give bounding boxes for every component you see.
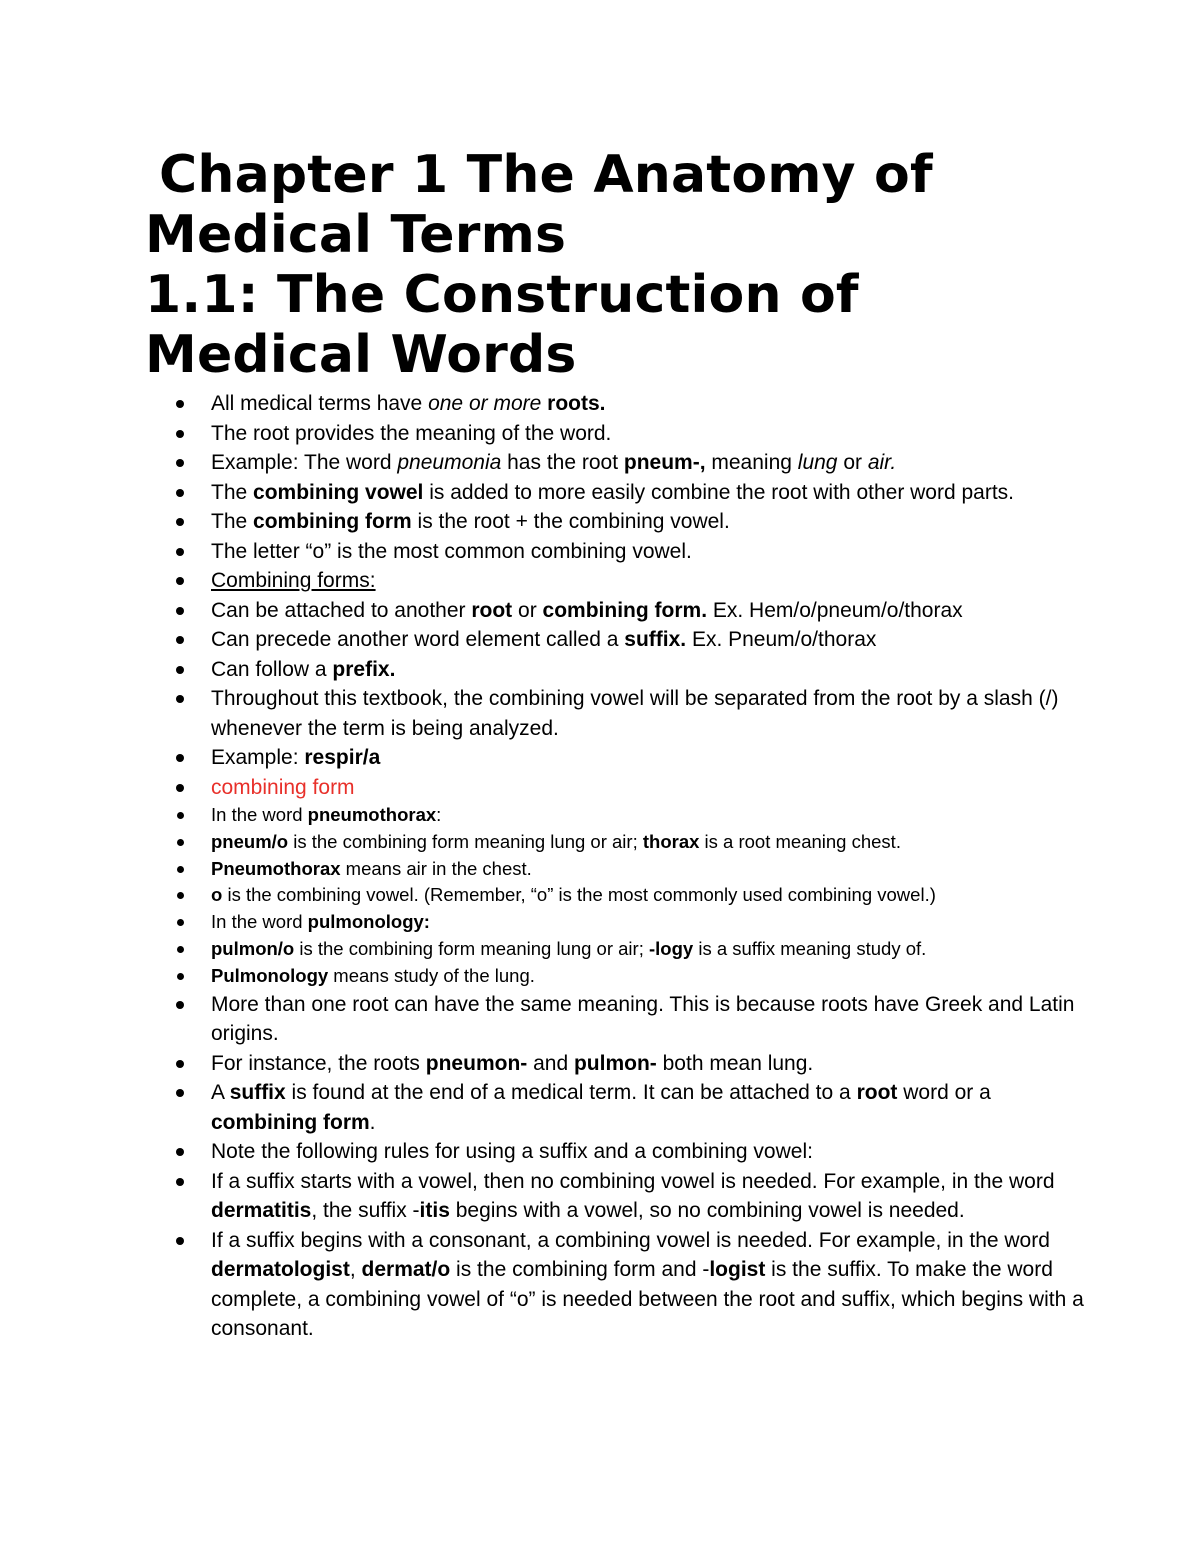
- list-item-text: both mean lung.: [656, 1051, 814, 1075]
- list-item: [145, 1137, 1085, 1167]
- list-item-text: Can be attached to another: [211, 598, 472, 622]
- list-item-text: Can precede another word element called a: [211, 628, 625, 651]
- list-item-text: o: [211, 884, 223, 906]
- list-item-text: If a suffix starts with a vowel, then no combining vowel is needed. For example, in the word: [211, 1169, 1055, 1193]
- list-item: [145, 478, 1085, 508]
- list-item-text: prefix.: [332, 657, 396, 681]
- list-item-text: Note the following rules for using a suffix and a combining vowel:: [211, 1140, 813, 1164]
- list-item: [145, 743, 1085, 773]
- list-item-text: begins with a vowel, so no combining vowel is needed.: [449, 1199, 965, 1223]
- list-item-text: ,: [349, 1258, 362, 1282]
- list-item-text: itis: [419, 1199, 450, 1223]
- list-item-text: suffix.: [624, 628, 687, 651]
- list-item-text: pulmon/o: [211, 937, 295, 959]
- list-item-text: Throughout this textbook, the combining vowel will be separated from the root by a slash (/) whenever the term is being analyzed.: [211, 687, 1059, 740]
- list-item-text: combining form: [211, 775, 355, 799]
- list-item-text: dermat/o: [361, 1258, 451, 1282]
- list-item-text: suffix: [229, 1081, 286, 1105]
- list-item-text: air.: [867, 451, 897, 474]
- list-item: [145, 507, 1085, 537]
- list-item-text: All medical terms have: [211, 392, 429, 415]
- list-item-text: A: [211, 1081, 230, 1105]
- list-item-text: one or more: [428, 392, 542, 415]
- list-item-text: is the combining form meaning lung or air;: [288, 830, 643, 852]
- list-item-text: More than one root can have the same meaning. This is because roots have Greek and Latin origins.: [211, 992, 1075, 1046]
- list-item: [145, 936, 1085, 963]
- list-item-text: The: [211, 480, 254, 504]
- section-title: [145, 265, 1085, 385]
- list-item-text: Ex. Pneum/o/thorax: [686, 628, 877, 651]
- list-item-text: , the suffix -: [311, 1199, 420, 1223]
- list-item-text: For instance, the roots: [211, 1051, 426, 1075]
- list-item-text: combining form.: [542, 598, 708, 622]
- list-item: [145, 625, 1085, 655]
- list-item: [145, 419, 1085, 449]
- list-item: [145, 802, 1085, 829]
- list-item: [145, 1078, 1085, 1137]
- list-item-text: pulmon-: [573, 1051, 657, 1075]
- list-item-text: is the combining vowel. (Remember, “o” is the most commonly used combining vowel.): [222, 884, 936, 906]
- list-item-text: pneum-,: [623, 451, 706, 474]
- list-item-text: is found at the end of a medical term. It can be attached to a: [285, 1081, 857, 1105]
- list-item: [145, 882, 1085, 909]
- list-item: [145, 909, 1085, 936]
- list-item-text: lung: [797, 451, 838, 474]
- list-item: [145, 448, 1085, 478]
- chapter-title-line2: Medical Terms: [145, 205, 567, 265]
- list-item-text: dermatitis: [211, 1199, 312, 1223]
- list-item-text: combining form: [253, 510, 412, 533]
- section-title-line2: Medical Words: [145, 325, 577, 385]
- list-item-text: Pulmonology: [211, 964, 329, 986]
- list-item: [145, 856, 1085, 883]
- list-item-text: combining vowel: [253, 480, 424, 504]
- document-page: [145, 145, 1085, 1344]
- list-item-text: combining form: [211, 1110, 370, 1134]
- list-item-text: has the root: [501, 451, 624, 474]
- list-item-text: pneumon-: [425, 1051, 528, 1075]
- list-item: [145, 990, 1085, 1049]
- list-item-text: respir/a: [304, 746, 381, 769]
- list-item: [145, 773, 1085, 803]
- list-item: [145, 566, 1085, 596]
- list-item: [145, 1049, 1085, 1079]
- list-item-text: is the combining form and -: [450, 1258, 710, 1282]
- section-title-line1: 1.1: The Construction of: [145, 265, 859, 325]
- list-item-text: pneumothorax: [307, 804, 437, 825]
- list-item-text: In the word: [211, 911, 308, 933]
- list-item: [145, 389, 1085, 419]
- list-item-text: pneum/o: [211, 830, 289, 852]
- list-item-text: or: [512, 598, 543, 622]
- list-item-text: If a suffix begins with a consonant, a combining vowel is needed. For example, in the word: [211, 1228, 1050, 1252]
- list-item-text: Can follow a: [211, 657, 333, 681]
- list-item-text: is a suffix meaning study of.: [693, 937, 927, 959]
- list-item: [145, 655, 1085, 685]
- list-item-text: is added to more easily combine the root with other word parts.: [423, 480, 1015, 504]
- list-item-text: roots.: [547, 392, 606, 415]
- list-item-text: and: [527, 1051, 574, 1075]
- list-item-text: logist: [709, 1258, 766, 1282]
- list-item-text: .: [369, 1110, 376, 1134]
- list-item-text: :: [436, 804, 442, 825]
- list-item: [145, 596, 1085, 626]
- list-item-text: Pneumothorax: [211, 857, 341, 879]
- list-item-text: pulmonology:: [307, 911, 430, 933]
- list-item-text: is a root meaning chest.: [699, 830, 901, 852]
- list-item-text: The letter “o” is the most common combining vowel.: [211, 539, 692, 563]
- list-item-text: The: [211, 510, 254, 533]
- list-item-text: root: [471, 598, 513, 622]
- list-item-text: means air in the chest.: [340, 857, 532, 879]
- list-item-text: root: [856, 1081, 898, 1105]
- list-item-text: The root provides the meaning of the word.: [211, 421, 612, 445]
- list-item: [145, 829, 1085, 856]
- list-item: [145, 963, 1085, 990]
- list-item-text: word or a: [897, 1081, 991, 1105]
- chapter-title: [145, 145, 1085, 265]
- list-item-text: meaning: [705, 451, 798, 474]
- list-item-text: pneumonia: [397, 451, 502, 474]
- list-item-text: -logy: [649, 937, 694, 959]
- list-item-text: means study of the lung.: [328, 964, 535, 986]
- list-item: [145, 1226, 1085, 1344]
- list-item-text: In the word: [211, 804, 308, 825]
- list-item: [145, 684, 1085, 743]
- list-item-text: thorax: [642, 830, 700, 852]
- list-item-text: is the combining form meaning lung or air;: [294, 937, 649, 959]
- list-item-text: is the suffix. To make the word complete, a combining vowel of “o” is needed between the root and suffix, which begins with a consonant.: [211, 1258, 1084, 1341]
- bullet-list: [145, 389, 1085, 1344]
- list-item: [145, 1167, 1085, 1226]
- list-item-text: dermatologist: [211, 1258, 350, 1282]
- list-item-text: Combining forms:: [211, 569, 376, 592]
- list-item-text: Example: The word: [211, 451, 398, 474]
- list-item-text: is the root + the combining vowel.: [411, 510, 730, 533]
- list-item-text: Ex. Hem/o/pneum/o/thorax: [707, 598, 963, 622]
- list-item-text: or: [837, 451, 868, 474]
- chapter-title-line1: Chapter 1 The Anatomy of: [159, 145, 933, 205]
- list-item-text: Example:: [211, 746, 305, 769]
- list-item: [145, 537, 1085, 567]
